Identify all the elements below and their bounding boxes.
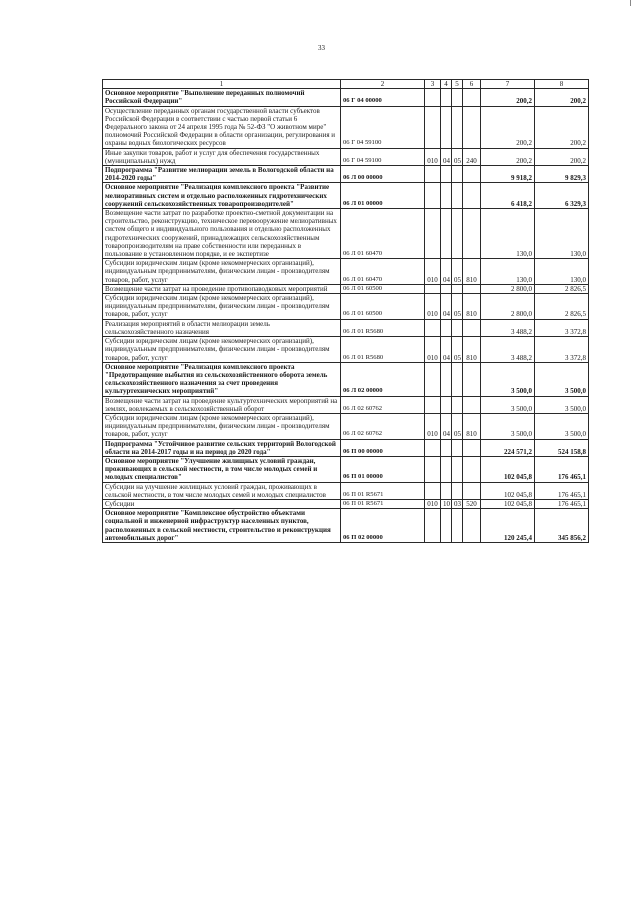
value-col8: 3 500,0 bbox=[535, 362, 589, 396]
code-c4 bbox=[441, 106, 452, 148]
code-c4 bbox=[441, 284, 452, 293]
code-c3 bbox=[425, 89, 441, 106]
code-c4 bbox=[441, 362, 452, 396]
value-col8: 200,2 bbox=[535, 148, 589, 165]
code-c3 bbox=[425, 166, 441, 183]
value-col7: 2 800,0 bbox=[481, 294, 535, 320]
code-c5: 05 bbox=[452, 259, 463, 285]
value-col7: 102 045,8 bbox=[481, 499, 535, 508]
code-c5 bbox=[452, 509, 463, 543]
budget-code: 06 Л 02 60762 bbox=[341, 396, 425, 413]
code-c4 bbox=[441, 456, 452, 482]
code-c5: 05 bbox=[452, 148, 463, 165]
row-name: Возмещение части затрат по разработке проектно-сметной документации на строительство, реконструкцию, техническое перевооружение мелиоративных систем общего и индивидуального пользования и отдельно расположенных гидротехнических сооружений, принадлежащих сельскохозяйственным товаропроизводителям на праве собственности или переданных в пользование в установленном порядке, и ее экспертизе bbox=[103, 209, 341, 259]
code-c6 bbox=[463, 396, 481, 413]
value-col8: 200,2 bbox=[535, 106, 589, 148]
code-c3 bbox=[425, 482, 441, 499]
code-c5: 05 bbox=[452, 337, 463, 363]
budget-code: 06 П 02 00000 bbox=[341, 509, 425, 543]
code-c6 bbox=[463, 509, 481, 543]
code-c3 bbox=[425, 509, 441, 543]
code-c5 bbox=[452, 89, 463, 106]
row-name: Реализация мероприятий в области мелиорации земель сельскохозяйственного назначения bbox=[103, 319, 341, 336]
budget-code: 06 Л 01 60500 bbox=[341, 284, 425, 293]
row-name: Основное мероприятие "Улучшение жилищных условий граждан, проживающих в сельской местности, в том числе молодых семей и молодых специалистов" bbox=[103, 456, 341, 482]
value-col7: 2 800,0 bbox=[481, 284, 535, 293]
value-col8: 524 158,8 bbox=[535, 439, 589, 456]
value-col7: 3 488,2 bbox=[481, 319, 535, 336]
code-c5 bbox=[452, 456, 463, 482]
budget-code: 06 Л 01 R5680 bbox=[341, 337, 425, 363]
code-c3 bbox=[425, 183, 441, 209]
table-row bbox=[103, 499, 589, 508]
code-c3 bbox=[425, 284, 441, 293]
table-row bbox=[103, 166, 589, 183]
row-name: Иные закупки товаров, работ и услуг для обеспечения государственных (муниципальных) нужд bbox=[103, 148, 341, 165]
value-col7: 3 500,0 bbox=[481, 362, 535, 396]
code-c5 bbox=[452, 439, 463, 456]
row-name: Основное мероприятие "Комплексное обустройство объектами социальной и инженерной инфраструктур населенных пунктов, расположенных в сельской местности, строительство и реконструкция автомобильных дорог" bbox=[103, 509, 341, 543]
budget-code: 06 Л 01 60470 bbox=[341, 259, 425, 285]
code-c6: 810 bbox=[463, 259, 481, 285]
budget-code: 06 Л 02 00000 bbox=[341, 362, 425, 396]
value-col7: 3 500,0 bbox=[481, 413, 535, 439]
code-c6 bbox=[463, 89, 481, 106]
code-c6 bbox=[463, 284, 481, 293]
value-col8: 345 856,2 bbox=[535, 509, 589, 543]
value-col8: 130,0 bbox=[535, 259, 589, 285]
code-c3 bbox=[425, 106, 441, 148]
code-c3: 010 bbox=[425, 499, 441, 508]
code-c3 bbox=[425, 319, 441, 336]
value-col8: 3 372,8 bbox=[535, 337, 589, 363]
code-c4 bbox=[441, 183, 452, 209]
code-c6: 810 bbox=[463, 413, 481, 439]
row-name: Субсидии юридическим лицам (кроме некоммерческих организаций), индивидуальным предпринимателям, физическим лицам - производителям товаров, работ, услуг bbox=[103, 294, 341, 320]
code-c4 bbox=[441, 166, 452, 183]
code-c5 bbox=[452, 396, 463, 413]
code-c4 bbox=[441, 482, 452, 499]
header-cell: 4 bbox=[441, 80, 452, 89]
value-col7: 102 045,8 bbox=[481, 456, 535, 482]
page-number: 33 bbox=[318, 44, 325, 52]
row-name: Субсидии на улучшение жилищных условий граждан, проживающих в сельской местности, в том числе молодых семей и молодых специалистов bbox=[103, 482, 341, 499]
budget-code: 06 Г 04 00000 bbox=[341, 89, 425, 106]
header-cell: 8 bbox=[535, 80, 589, 89]
code-c4: 04 bbox=[441, 148, 452, 165]
table-row bbox=[103, 362, 589, 396]
budget-code: 06 Г 04 59100 bbox=[341, 106, 425, 148]
code-c6 bbox=[463, 482, 481, 499]
table-row bbox=[103, 337, 589, 363]
table-row bbox=[103, 183, 589, 209]
code-c4: 04 bbox=[441, 259, 452, 285]
code-c5 bbox=[452, 166, 463, 183]
budget-table bbox=[102, 79, 589, 543]
code-c5: 03 bbox=[452, 499, 463, 508]
budget-code: 06 П 01 R5671 bbox=[341, 482, 425, 499]
table-row bbox=[103, 456, 589, 482]
value-col7: 3 488,2 bbox=[481, 337, 535, 363]
header-cell: 3 bbox=[425, 80, 441, 89]
scan-mark bbox=[630, 0, 631, 6]
budget-code: 06 Л 01 60470 bbox=[341, 209, 425, 259]
code-c4: 04 bbox=[441, 294, 452, 320]
code-c6 bbox=[463, 439, 481, 456]
table-row bbox=[103, 294, 589, 320]
budget-code: 06 Л 00 00000 bbox=[341, 166, 425, 183]
value-col7: 200,2 bbox=[481, 106, 535, 148]
budget-code: 06 Л 01 60500 bbox=[341, 294, 425, 320]
value-col7: 6 418,2 bbox=[481, 183, 535, 209]
code-c4 bbox=[441, 319, 452, 336]
code-c6 bbox=[463, 319, 481, 336]
budget-code: 06 Л 01 00000 bbox=[341, 183, 425, 209]
header-cell: 6 bbox=[463, 80, 481, 89]
code-c5 bbox=[452, 209, 463, 259]
row-name: Основное мероприятие "Реализация комплексного проекта "Предотвращение выбытия из сельскохозяйственного оборота земель сельскохозяйственного назначения за счет проведения культуртехнических мероприятий" bbox=[103, 362, 341, 396]
code-c6: 240 bbox=[463, 148, 481, 165]
budget-code: 06 П 01 00000 bbox=[341, 456, 425, 482]
table-row bbox=[103, 106, 589, 148]
code-c5: 05 bbox=[452, 294, 463, 320]
value-col8: 176 465,1 bbox=[535, 499, 589, 508]
row-name: Субсидии bbox=[103, 499, 341, 508]
value-col8: 2 826,5 bbox=[535, 294, 589, 320]
row-name: Возмещение части затрат на проведение культуртехнических мероприятий на землях, вовлекаемых в сельскохозяйственный оборот bbox=[103, 396, 341, 413]
budget-code: 06 Г 04 59100 bbox=[341, 148, 425, 165]
header-cell: 5 bbox=[452, 80, 463, 89]
header-cell: 1 bbox=[103, 80, 341, 89]
row-name: Возмещение части затрат на проведение противопаводковых мероприятий bbox=[103, 284, 341, 293]
value-col8: 9 829,3 bbox=[535, 166, 589, 183]
table-row bbox=[103, 439, 589, 456]
value-col8: 2 826,5 bbox=[535, 284, 589, 293]
budget-table-container bbox=[102, 79, 588, 543]
code-c3: 010 bbox=[425, 413, 441, 439]
budget-code: 06 Л 02 60762 bbox=[341, 413, 425, 439]
code-c3 bbox=[425, 456, 441, 482]
value-col8: 130,0 bbox=[535, 209, 589, 259]
value-col8: 3 372,8 bbox=[535, 319, 589, 336]
code-c6 bbox=[463, 209, 481, 259]
table-row bbox=[103, 396, 589, 413]
row-name: Субсидии юридическим лицам (кроме некоммерческих организаций), индивидуальным предпринимателям, физическим лицам - производителям товаров, работ, услуг bbox=[103, 413, 341, 439]
budget-code: 06 П 00 00000 bbox=[341, 439, 425, 456]
code-c4 bbox=[441, 439, 452, 456]
row-name: Осуществление переданных органам государственной власти субъектов Российской Федерации в соответствии с частью первой статьи 6 Федерального закона от 24 апреля 1995 года № 52-ФЗ "О животном мире" полномочий Российской Федерации в области организации, регулирования и охраны водных биологических ресурсов bbox=[103, 106, 341, 148]
code-c3 bbox=[425, 396, 441, 413]
header-row bbox=[103, 80, 589, 89]
value-col7: 9 918,2 bbox=[481, 166, 535, 183]
value-col8: 3 500,0 bbox=[535, 396, 589, 413]
code-c4: 04 bbox=[441, 413, 452, 439]
value-col7: 130,0 bbox=[481, 259, 535, 285]
table-row bbox=[103, 319, 589, 336]
code-c5 bbox=[452, 319, 463, 336]
budget-code: 06 Л 01 R5680 bbox=[341, 319, 425, 336]
value-col8: 176 465,1 bbox=[535, 482, 589, 499]
code-c5 bbox=[452, 183, 463, 209]
code-c3: 010 bbox=[425, 294, 441, 320]
header-cell: 2 bbox=[341, 80, 425, 89]
code-c4: 04 bbox=[441, 337, 452, 363]
code-c3 bbox=[425, 439, 441, 456]
row-name: Основное мероприятие "Реализация комплексного проекта "Развитие мелиоративных систем и отдельно расположенных гидротехнических сооружений сельскохозяйственных товаропроизводителей" bbox=[103, 183, 341, 209]
row-name: Подпрограмма "Устойчивое развитие сельских территорий Вологодской области на 2014-2017 годы и на период до 2020 года" bbox=[103, 439, 341, 456]
code-c4 bbox=[441, 89, 452, 106]
value-col7: 120 245,4 bbox=[481, 509, 535, 543]
code-c6 bbox=[463, 183, 481, 209]
code-c6 bbox=[463, 166, 481, 183]
row-name: Субсидии юридическим лицам (кроме некоммерческих организаций), индивидуальным предпринимателям, физическим лицам - производителям товаров, работ, услуг bbox=[103, 337, 341, 363]
code-c4 bbox=[441, 396, 452, 413]
value-col7: 200,2 bbox=[481, 148, 535, 165]
table-row bbox=[103, 284, 589, 293]
value-col8: 6 329,3 bbox=[535, 183, 589, 209]
value-col7: 130,0 bbox=[481, 209, 535, 259]
code-c3 bbox=[425, 362, 441, 396]
code-c3: 010 bbox=[425, 148, 441, 165]
table-row bbox=[103, 482, 589, 499]
code-c6 bbox=[463, 106, 481, 148]
value-col8: 200,2 bbox=[535, 89, 589, 106]
row-name: Основное мероприятие "Выполнение переданных полномочий Российской Федерации" bbox=[103, 89, 341, 106]
code-c4 bbox=[441, 209, 452, 259]
code-c4: 10 bbox=[441, 499, 452, 508]
code-c4 bbox=[441, 509, 452, 543]
code-c6 bbox=[463, 456, 481, 482]
code-c5: 05 bbox=[452, 413, 463, 439]
code-c3 bbox=[425, 209, 441, 259]
table-row bbox=[103, 509, 589, 543]
code-c5 bbox=[452, 284, 463, 293]
code-c5 bbox=[452, 106, 463, 148]
table-row bbox=[103, 148, 589, 165]
budget-code: 06 П 01 R5671 bbox=[341, 499, 425, 508]
table-row bbox=[103, 413, 589, 439]
row-name: Подпрограмма "Развитие мелиорации земель в Вологодской области на 2014-2020 годы" bbox=[103, 166, 341, 183]
code-c3: 010 bbox=[425, 259, 441, 285]
code-c5 bbox=[452, 362, 463, 396]
row-name: Субсидии юридическим лицам (кроме некоммерческих организаций), индивидуальным предпринимателям, физическим лицам - производителям товаров, работ, услуг bbox=[103, 259, 341, 285]
table-row bbox=[103, 89, 589, 106]
code-c5 bbox=[452, 482, 463, 499]
code-c6: 520 bbox=[463, 499, 481, 508]
code-c3: 010 bbox=[425, 337, 441, 363]
table-row bbox=[103, 259, 589, 285]
value-col7: 224 571,2 bbox=[481, 439, 535, 456]
value-col7: 102 045,8 bbox=[481, 482, 535, 499]
code-c6: 810 bbox=[463, 337, 481, 363]
value-col8: 176 465,1 bbox=[535, 456, 589, 482]
code-c6 bbox=[463, 362, 481, 396]
value-col8: 3 500,0 bbox=[535, 413, 589, 439]
table-row bbox=[103, 209, 589, 259]
header-cell: 7 bbox=[481, 80, 535, 89]
code-c6: 810 bbox=[463, 294, 481, 320]
value-col7: 3 500,0 bbox=[481, 396, 535, 413]
value-col7: 200,2 bbox=[481, 89, 535, 106]
